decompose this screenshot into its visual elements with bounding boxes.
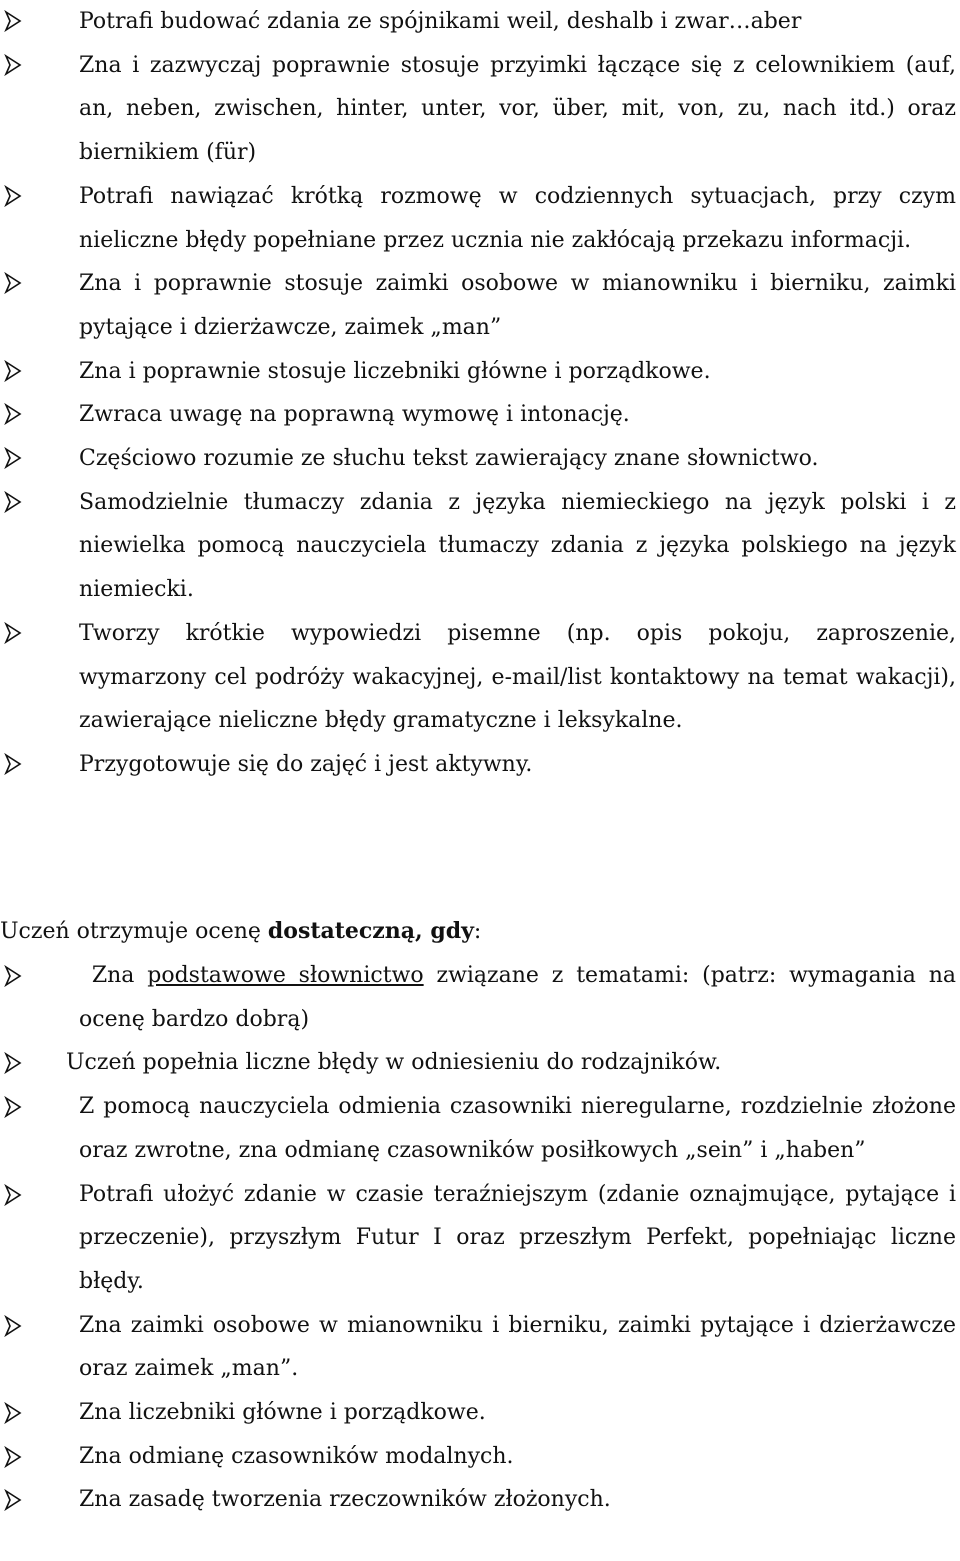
arrowhead-bullet-icon <box>4 1096 22 1118</box>
arrowhead-bullet-icon <box>4 622 22 644</box>
list-item <box>0 262 960 349</box>
arrowhead-bullet-icon <box>4 965 22 987</box>
list-item-text: Samodzielnie tłumaczy zdania z języka niemieckiego na język polski i z niewielka pomocą nauczyciela tłumaczy zdania z języka polskiego na język niemiecki. <box>79 489 956 603</box>
heading-prefix: Uczeń otrzymuje ocenę <box>0 919 268 944</box>
list-item-text: Częściowo rozumie ze słuchu tekst zawierający znane słownictwo. <box>79 446 819 472</box>
heading-suffix: : <box>473 919 482 944</box>
arrowhead-bullet-icon <box>4 1446 22 1468</box>
arrowhead-bullet-icon <box>4 403 22 425</box>
list-item-text: Z pomocą nauczyciela odmienia czasowniki nieregularne, rozdzielnie złożone oraz zwrotne, zna odmianę czasowników posiłkowych „sein” i „haben” <box>79 1094 956 1163</box>
list-item-text: Zna i poprawnie stosuje zaimki osobowe w mianowniku i bierniku, zaimki pytające i dzierżawcze, zaimek „man” <box>79 271 956 340</box>
arrowhead-bullet-icon <box>4 10 22 32</box>
arrowhead-bullet-icon <box>4 1315 22 1337</box>
arrowhead-bullet-icon <box>4 491 22 513</box>
list-item-text: Zwraca uwagę na poprawną wymowę i intonację. <box>79 402 630 428</box>
list-item-text: Potrafi ułożyć zdanie w czasie teraźniejszym (zdanie oznajmujące, pytające i przeczenie), przyszłym Futur I oraz przeszłym Perfekt, popełniając liczne błędy. <box>79 1181 956 1294</box>
list-item <box>0 0 960 44</box>
list-item-text: Przygotowuje się do zajęć i jest aktywny. <box>79 751 533 777</box>
list-item-text: Zna i poprawnie stosuje liczebniki główne i porządkowe. <box>79 358 711 384</box>
list-item-text: Zna zasadę tworzenia rzeczowników złożonych. <box>79 1487 611 1513</box>
arrowhead-bullet-icon <box>4 54 22 76</box>
list-item <box>0 481 960 612</box>
list-item <box>0 1391 960 1435</box>
arrowhead-bullet-icon <box>4 185 22 207</box>
list-item <box>0 1304 960 1391</box>
list-item <box>0 393 960 437</box>
list-item <box>0 1085 960 1172</box>
list-item-text: Uczeń popełnia liczne błędy w odniesieniu do rodzajników. <box>66 1050 722 1076</box>
list-item-text: Zna i zazwyczaj poprawnie stosuje przyimki łączące się z celownikiem (auf, an, neben, zwischen, hinter, unter, vor, über, mit, von, zu, nach itd.) oraz biernikiem (für) <box>79 52 956 166</box>
list-item-text: Zna liczebniki główne i porządkowe. <box>79 1400 486 1426</box>
heading-grade: dostateczną, gdy <box>267 918 474 944</box>
arrowhead-bullet-icon <box>4 1402 22 1424</box>
list-item <box>0 175 960 262</box>
list-item <box>0 1435 960 1479</box>
list-item <box>0 44 960 175</box>
list-item <box>0 437 960 481</box>
arrowhead-bullet-icon <box>4 360 22 382</box>
arrowhead-bullet-icon <box>4 1489 22 1511</box>
list-item-text <box>79 954 956 1041</box>
list-item <box>0 1173 960 1304</box>
item-text-before: Zna <box>91 963 148 988</box>
list-item <box>0 350 960 394</box>
requirements-list-satisfactory <box>0 954 960 1522</box>
grade-heading-satisfactory <box>0 910 481 954</box>
list-item-text: Potrafi budować zdania ze spójnikami weil, deshalb i zwar…aber <box>79 9 802 34</box>
list-item <box>0 954 960 1041</box>
list-item-text: Potrafi nawiązać krótką rozmowę w codziennych sytuacjach, przy czym nieliczne błędy popełniane przez ucznia nie zakłócają przekazu informacji. <box>79 183 956 253</box>
list-item-text: Tworzy krótkie wypowiedzi pisemne (np. opis pokoju, zaproszenie, wymarzony cel podróży wakacyjnej, e-mail/list kontaktowy na temat wakacji), zawierające nieliczne błędy gramatyczne i leksykalne. <box>79 620 956 734</box>
arrowhead-bullet-icon <box>4 272 22 294</box>
arrowhead-bullet-icon <box>4 1184 22 1206</box>
list-item-text: Zna zaimki osobowe w mianowniku i bierniku, zaimki pytające i dzierżawcze oraz zaimek „man”. <box>79 1312 956 1382</box>
arrowhead-bullet-icon <box>4 753 22 775</box>
list-item <box>0 1041 960 1085</box>
list-item-text: Zna odmianę czasowników modalnych. <box>79 1443 514 1469</box>
item-text-after: związane z tematami: (patrz: wymagania na ocenę bardzo dobrą) <box>79 963 957 1032</box>
arrowhead-bullet-icon <box>4 1052 22 1074</box>
underlined-term: podstawowe słownictwo <box>147 963 424 988</box>
list-item <box>0 743 960 787</box>
list-item <box>0 612 960 743</box>
list-item <box>0 1478 960 1522</box>
arrowhead-bullet-icon <box>4 447 22 469</box>
